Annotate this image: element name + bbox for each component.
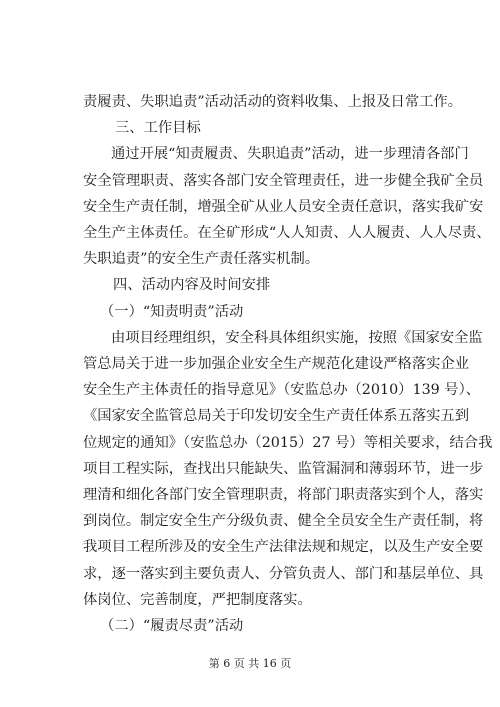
paragraph-line: 安全生产主体责任的指导意见》（安监总办（2010）139 号）、 — [83, 382, 481, 399]
section-heading: 三、工作目标 — [115, 120, 201, 137]
paragraph-line: 我项目工程所涉及的安全生产法律法规和规定，以及生产安全要 — [83, 539, 484, 556]
paragraph-line: 责履责、失职追责”活动活动的资料收集、上报及日常工作。 — [83, 94, 463, 110]
paragraph-line: 由项目经理组织，安全科具体组织实施，按照《国家安全监 — [111, 329, 483, 346]
paragraph-line: 《国家安全监管总局关于印发切安全生产责任体系五落实五到 — [83, 408, 470, 425]
paragraph-line: 安全生产责任制，增强全矿从业人员安全责任意识，落实我矿安 — [83, 198, 484, 215]
paragraph-line: 管总局关于进一步加强企业安全生产规范化建设严格落实企业 — [83, 356, 470, 372]
paragraph-line: 体岗位、完善制度，严把制度落实。 — [83, 591, 312, 608]
paragraph-line: 安全管理职责、落实各部门安全管理责任，进一步健全我矿全员 — [83, 172, 484, 189]
paragraph-line: 位规定的通知》（安监总办（2015）27 号）等相关要求，结合我 — [83, 434, 493, 451]
subsection-heading: （一）“知责明责”活动 — [100, 303, 244, 320]
paragraph-line: 通过开展“知责履责、失职追责”活动，进一步理清各部门 — [111, 146, 469, 163]
paragraph-line: 求，逐一落实到主要负责人、分管负责人、部门和基层单位、具 — [83, 565, 484, 582]
paragraph-line: 全生产主体责任。在全矿形成“人人知责、人人履责、人人尽责、 — [83, 225, 491, 241]
paragraph-line: 项目工程实际，查找出只能缺失、监管漏洞和薄弱环节，进一步 — [83, 460, 484, 477]
subsection-heading: （二）“履责尽责”活动 — [100, 618, 244, 634]
paragraph-line: 理清和细化各部门安全管理职责，将部门职责落实到个人，落实 — [83, 487, 484, 503]
paragraph-line: 到岗位。制定安全生产分级负责、健全全员安全生产责任制，将 — [83, 513, 484, 530]
section-heading: 四、活动内容及时间安排 — [113, 277, 271, 294]
paragraph-line: 失职追责”的安全生产责任落实机制。 — [83, 251, 320, 268]
page-footer: 第 6 页 共 16 页 — [208, 657, 292, 670]
